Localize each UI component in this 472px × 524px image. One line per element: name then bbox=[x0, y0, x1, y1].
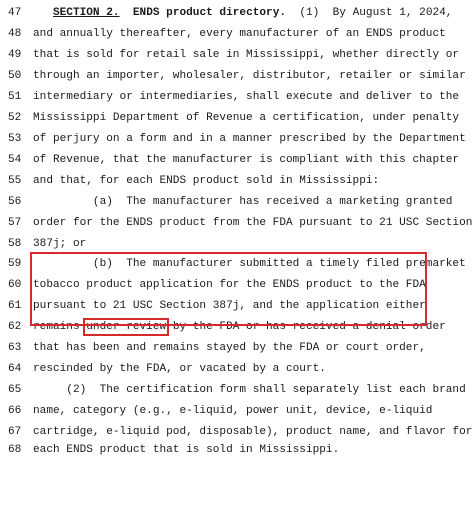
line-number: 49 bbox=[8, 49, 22, 61]
line-number: 57 bbox=[8, 217, 22, 229]
doc-line-63 bbox=[0, 338, 436, 359]
line-number: 58 bbox=[8, 238, 22, 250]
line-text: (b) The manufacturer submitted a timely filed premarket bbox=[33, 258, 466, 270]
line-text: and annually thereafter, every manufacturer of an ENDS product bbox=[33, 28, 446, 40]
line-number: 54 bbox=[8, 154, 22, 166]
line-number: 47 bbox=[8, 7, 22, 19]
doc-line-50 bbox=[0, 66, 466, 87]
doc-line-65 bbox=[0, 380, 466, 401]
line-text: order for the ENDS product from the FDA pursuant to 21 USC Section bbox=[33, 217, 472, 229]
line-text: and that, for each ENDS product sold in Mississippi: bbox=[33, 175, 380, 187]
line-number: 63 bbox=[8, 342, 22, 354]
line-number: 56 bbox=[8, 196, 22, 208]
line-text: name, category (e.g., e-liquid, power unit, device, e-liquid bbox=[33, 405, 433, 417]
line-text: of perjury on a form and in a manner prescribed by the Department bbox=[33, 133, 466, 145]
line-number: 60 bbox=[8, 279, 22, 291]
line-text: pursuant to 21 USC Section 387j, and the application either bbox=[33, 300, 426, 312]
line-text: intermediary or intermediaries, shall execute and deliver to the bbox=[33, 91, 460, 103]
line-text: through an importer, wholesaler, distributor, retailer or similar bbox=[33, 70, 466, 82]
doc-line-54 bbox=[0, 150, 460, 171]
doc-line-53 bbox=[0, 129, 466, 150]
doc-line-64 bbox=[0, 359, 436, 380]
line-number: 55 bbox=[8, 175, 22, 187]
line-number: 53 bbox=[8, 133, 22, 145]
line-text: (a) The manufacturer has received a marketing granted bbox=[33, 196, 453, 208]
doc-line-66 bbox=[0, 401, 436, 422]
doc-line-47 bbox=[0, 3, 453, 24]
line-number: 65 bbox=[8, 384, 22, 396]
line-text: rescinded by the FDA, or vacated by a court. bbox=[33, 363, 326, 375]
doc-line-49 bbox=[0, 45, 460, 66]
doc-line-61 bbox=[0, 296, 436, 317]
line-text: Mississippi Department of Revenue a certification, under penalty bbox=[33, 112, 460, 124]
line-number: 62 bbox=[8, 321, 22, 333]
line-number: 52 bbox=[8, 112, 22, 124]
line-text: that is sold for retail sale in Mississippi, whether directly or bbox=[33, 49, 460, 61]
line-text: 387j; or bbox=[33, 238, 87, 250]
line-number: 61 bbox=[8, 300, 22, 312]
line-text: (1) By August 1, 2024, bbox=[299, 7, 453, 19]
doc-line-55 bbox=[0, 171, 436, 192]
section-title: ENDS product directory. bbox=[132, 7, 287, 19]
line-text: remains bbox=[33, 321, 87, 333]
doc-line-68 bbox=[0, 440, 436, 461]
doc-line-62 bbox=[0, 317, 446, 338]
line-number: 64 bbox=[8, 363, 22, 375]
doc-line-56 bbox=[0, 192, 453, 213]
highlighted-phrase-under-review: under review bbox=[86, 321, 167, 333]
line-text: that has been and remains stayed by the FDA or court order, bbox=[33, 342, 426, 354]
line-text: by the FDA or has received a denial order bbox=[166, 321, 446, 333]
line-number: 50 bbox=[8, 70, 22, 82]
line-number: 48 bbox=[8, 28, 22, 40]
doc-line-48 bbox=[0, 24, 446, 45]
line-text: of Revenue, that the manufacturer is compliant with this chapter bbox=[33, 154, 460, 166]
line-text: cartridge, e-liquid pod, disposable), product name, and flavor for bbox=[33, 426, 472, 438]
line-number: 68 bbox=[8, 444, 22, 456]
doc-line-58 bbox=[0, 234, 436, 255]
line-number: 51 bbox=[8, 91, 22, 103]
line-number: 67 bbox=[8, 426, 22, 438]
line-number: 66 bbox=[8, 405, 22, 417]
doc-line-51 bbox=[0, 87, 460, 108]
doc-line-57 bbox=[0, 213, 472, 234]
line-text: (2) The certification form shall separately list each brand bbox=[33, 384, 466, 396]
line-number: 59 bbox=[8, 258, 22, 270]
line-text: each ENDS product that is sold in Mississippi. bbox=[33, 444, 340, 456]
doc-line-52 bbox=[0, 108, 460, 129]
doc-line-59 bbox=[0, 254, 466, 275]
section-heading: SECTION 2. bbox=[52, 7, 120, 19]
line-text: tobacco product application for the ENDS product to the FDA bbox=[33, 279, 426, 291]
doc-line-60 bbox=[0, 275, 436, 296]
